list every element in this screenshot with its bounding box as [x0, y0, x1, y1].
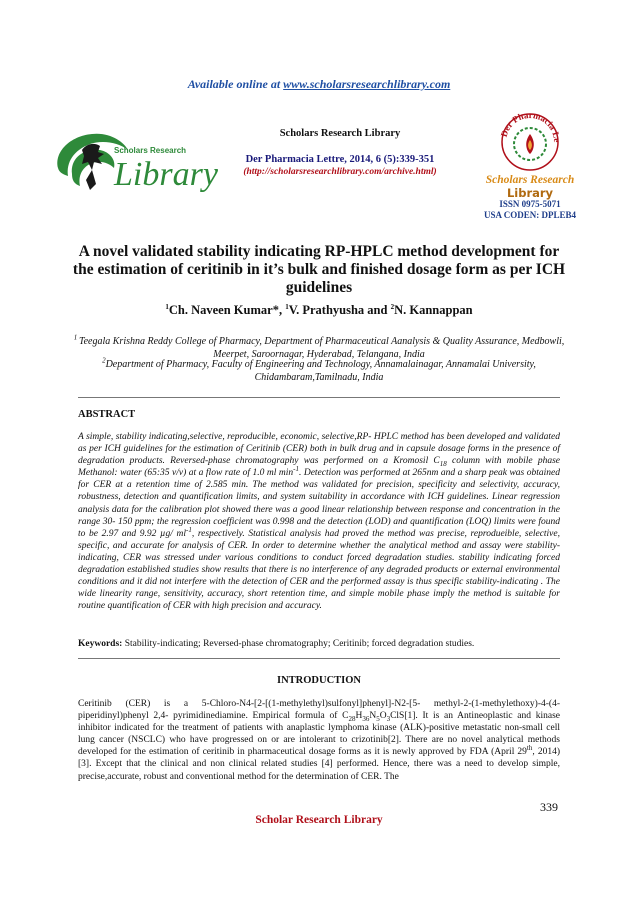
- journal-citation: Der Pharmacia Lettre, 2014, 6 (5):339-351: [245, 154, 435, 165]
- availability-prefix: Available online at: [187, 77, 284, 91]
- intro-part-3: , 2014)[3]. Except that the clinical and non clinical related studies [4] performed. Hence, there was a need to develop simple, precise,accurate, robust and conventional method for the determination of CER. The: [78, 747, 560, 782]
- formula-sub-n: 5: [376, 714, 380, 723]
- keywords-label: Keywords:: [78, 639, 123, 649]
- seal-ring-text: Der Pharmacia Le: [498, 110, 563, 143]
- author-1-affiliation-mark: 1: [165, 302, 169, 311]
- affiliation-1-mark: 1: [73, 333, 79, 342]
- author-2: V. Prathyusha and: [288, 303, 391, 317]
- divider-top: [78, 397, 560, 398]
- keywords-text: Stability-indicating; Reversed-phase chromatography; Ceritinib; forced degradation studies.: [122, 639, 475, 649]
- formula-o: O: [379, 711, 387, 722]
- abstract-min-superscript: -1: [293, 465, 299, 474]
- pharmacia-seal-icon: [480, 110, 580, 182]
- right-brand-line1: Scholars Research: [485, 174, 575, 186]
- formula-sub-o: 3: [386, 714, 391, 723]
- divider-bottom: [78, 658, 560, 659]
- issn: ISSN 0975-5071: [499, 199, 561, 209]
- author-2-affiliation-mark: 1: [285, 302, 289, 311]
- affiliation-1: [70, 333, 568, 361]
- formula-n: N: [369, 711, 377, 722]
- der-pharmacia-lettre-logo: [480, 110, 580, 182]
- logo-left-line1: Scholars Research: [114, 146, 187, 155]
- abstract-part-2: column with mobile phase Methanol: water (65:35 v/v) at a flow rate of 1.0 ml min: [78, 456, 560, 479]
- abstract-body: [78, 431, 560, 612]
- abstract-c18-subscript: 18: [439, 460, 447, 469]
- journal-website-link[interactable]: www.scholarsresearchlibrary.com: [283, 77, 451, 91]
- abstract-part-3: . Detection was performed at 265nm and a sharp peak was obtained for CER at a retention time of 2.585 min. The method was validated for precision, specificity and selectivity, accuracy, robustness, detection and quantification limits, and system suitability in accordance with ICH guidelines. Linear regression analysis data for the calibration plot showed there was a good linear relationship between response and concentration in the range 30- 150 ppm; the regression coefficient was 0.998 and the detection (LOD) and quantification (LOQ) limits were found to be 2.97 and 9.92 µg/ ml: [78, 468, 560, 539]
- introduction-heading: INTRODUCTION: [276, 675, 361, 686]
- logo-left-line2: Library: [114, 156, 218, 193]
- intro-th-superscript: th: [526, 744, 533, 753]
- formula-sub-c: 28: [348, 714, 356, 723]
- abstract-part-4: , respectively. Statistical analysis had proved the method was precise, reprodueible, selective, specific, and accurate for analysis of CER. In order to determine whether the analytical method and assay were stability-indicating, CER was stressed under various conditions to conduct forced degradation studies. stability indicating forced degradation established studies show results that there is no interference of any degraded products or external environmental conditions and it did not interfere with the detection of CER and the performed assay is thus specific stability-indicating . The wide linearity range, sensitivity, accuracy, short retention time, and simple mobile phase imply the method is suitable for routine quantification of CER with high precision and accuracy.: [78, 528, 560, 612]
- affiliation-2: [70, 356, 568, 384]
- affiliation-1-text: Teegala Krishna Reddy College of Pharmacy, Department of Pharmaceutical Aanalysis & Quality Assurance, Medbowli, Meerpet, Saroornagar, Hyderabad, Telangana, India: [78, 336, 565, 360]
- scholars-research-library-logo: [52, 128, 218, 198]
- author-1: Ch. Naveen Kumar*,: [168, 303, 286, 317]
- introduction-body: [78, 698, 560, 783]
- right-brand-line2: Library: [506, 186, 554, 200]
- abstract-ml-superscript: -1: [185, 525, 192, 534]
- coden: USA CODEN: DPLEB4: [483, 210, 576, 220]
- author-list: [0, 303, 638, 318]
- author-3: N. Kannappan: [394, 303, 473, 317]
- paper-title: A novel validated stability indicating RP-HPLC method development for the estimation of ceritinib in it’s bulk and finished dosage form as per ICH guidelines: [72, 243, 566, 296]
- author-3-affiliation-mark: 2: [390, 302, 395, 311]
- formula-h: H: [355, 711, 363, 722]
- abstract-heading: ABSTRACT: [78, 409, 136, 420]
- affiliation-2-text: Department of Pharmacy, Faculty of Engineering and Technology, Annamalainagar, Annamalai University, Chidambaram,Tamilnadu, India: [105, 359, 536, 383]
- intro-part-2: ClS[1]. It is an Antineoplastic and kinase inhibitor indicated for the treatment of patients with anaplastic lymphoma kinase (ALK)-positive metastatic non-small cell lung cancer (NSCLC) who have progressed on or are intolerant to crizotinib[2]. There are no novel analytical methods developed for the estimation of ceritinib in pharmaceutical dosage forms as it is newly approved by FDA (April 29: [78, 711, 560, 758]
- publisher-name: Scholars Research Library: [279, 128, 401, 139]
- formula-sub-h: 36: [362, 714, 370, 723]
- affiliation-2-mark: 2: [102, 356, 106, 365]
- page-number: 339: [540, 800, 558, 814]
- availability-line: [0, 77, 638, 92]
- archive-url[interactable]: (http://scholarsresearchlibrary.com/archive.html): [243, 167, 437, 177]
- intro-part-1: Ceritinib (CER) is a 5-Chloro-N4-[2-[(1-methylethyl)sulfonyl]phenyl]-N2-[5- methyl-2-(1-methylethoxy)-4-(4-piperidinyl)phenyl 2,4- pyrimidinediamine. Empirical formula of C: [78, 699, 560, 722]
- abstract-part-1: A simple, stability indicating,selective, reproducible, economic, selective,RP- HPLC method has been developed and validated as per ICH guidelines for the estimation of Ceritinib (CER) both in bulk drug and in capsule dosage forms in the presence of degradation products. Reversed-phase chromatography was performed on a Kromosil C: [78, 432, 560, 467]
- footer-publisher: Scholar Research Library: [255, 814, 383, 826]
- keywords: [78, 639, 560, 649]
